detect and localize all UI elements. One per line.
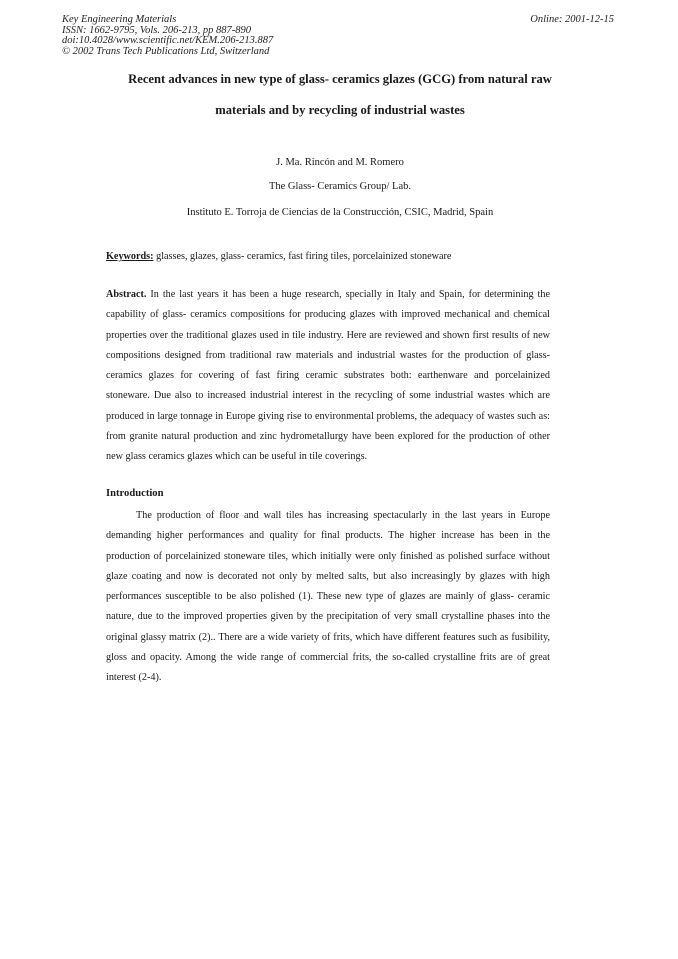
journal-header <box>62 15 273 57</box>
abstract-text: In the last years it has been a huge research, specially in Italy and Spain, for determining the capability of glass- ceramics compositions for producing glazes with improved mechanical and chemical properties over the traditional glazes used in tile industry. Here are reviewed and shown first results of new compositions designed from traditional raw materials and industrial wastes for the production of glass- ceramics glazes for covering of fast firing ceramic substrates both: earthenware and porcelainized stoneware. Due also to increased industrial interest in the recycling of some industrial wastes which are produced in large tonnage in Europe giving rise to environmental problems, the adequacy of wastes such as: from granite natural production and zinc hydrometallurgy have been explored for the production of other new glass ceramics glazes which can be useful in tile coverings. <box>106 289 550 463</box>
abstract <box>106 285 550 468</box>
paper-title-line-2: materials and by recycling of industrial wastes <box>215 103 465 117</box>
introduction-heading: Introduction <box>106 488 164 499</box>
copyright-line: © 2002 Trans Tech Publications Ltd, Switzerland <box>62 45 270 57</box>
doi-line: doi:10.4028/www.scientific.net/KEM.206-213.887 <box>62 35 274 46</box>
research-group: The Glass- Ceramics Group/ Lab. <box>268 181 411 192</box>
keywords-label: Keywords: <box>106 251 154 262</box>
paper-title-line-1: Recent advances in new type of glass- ceramics glazes (GCG) from natural raw <box>128 72 552 86</box>
introduction-text: The production of floor and wall tiles has increasing spectacularly in the last years in Europe demanding higher performances and quality for final products. The higher increase has been in the production of porcelainized stoneware tiles, which initially were only finished as polished surface without glaze coating and now is decorated not only by melted salts, but also increasingly by glazes with high performances susceptible to be also polished (1). These new type of glazes are mainly of glass- ceramic nature, due to the improved properties given by the precipitation of very small crystalline phases into the original glassy matrix (2).. There are a wide variety of frits, which have different features such as fusibility, gloss and opacity. Among the wide range of commercial frits, the so-called crystalline frits are of great interest (2-4). <box>106 510 550 684</box>
abstract-label: Abstract. <box>106 289 147 300</box>
keywords <box>106 251 451 262</box>
authors: J. Ma. Rincón and M. Romero <box>276 157 404 168</box>
issn-line: ISSN: 1662-9795, Vols. 206-213, pp 887-890 <box>62 24 251 36</box>
online-date: Online: 2001-12-15 <box>530 14 614 25</box>
institution: Instituto E. Torroja de Ciencias de la Construcción, CSIC, Madrid, Spain <box>186 207 494 218</box>
journal-name: Key Engineering Materials <box>62 14 177 25</box>
keywords-text: glasses, glazes, glass- ceramics, fast firing tiles, porcelainized stoneware <box>156 251 452 262</box>
